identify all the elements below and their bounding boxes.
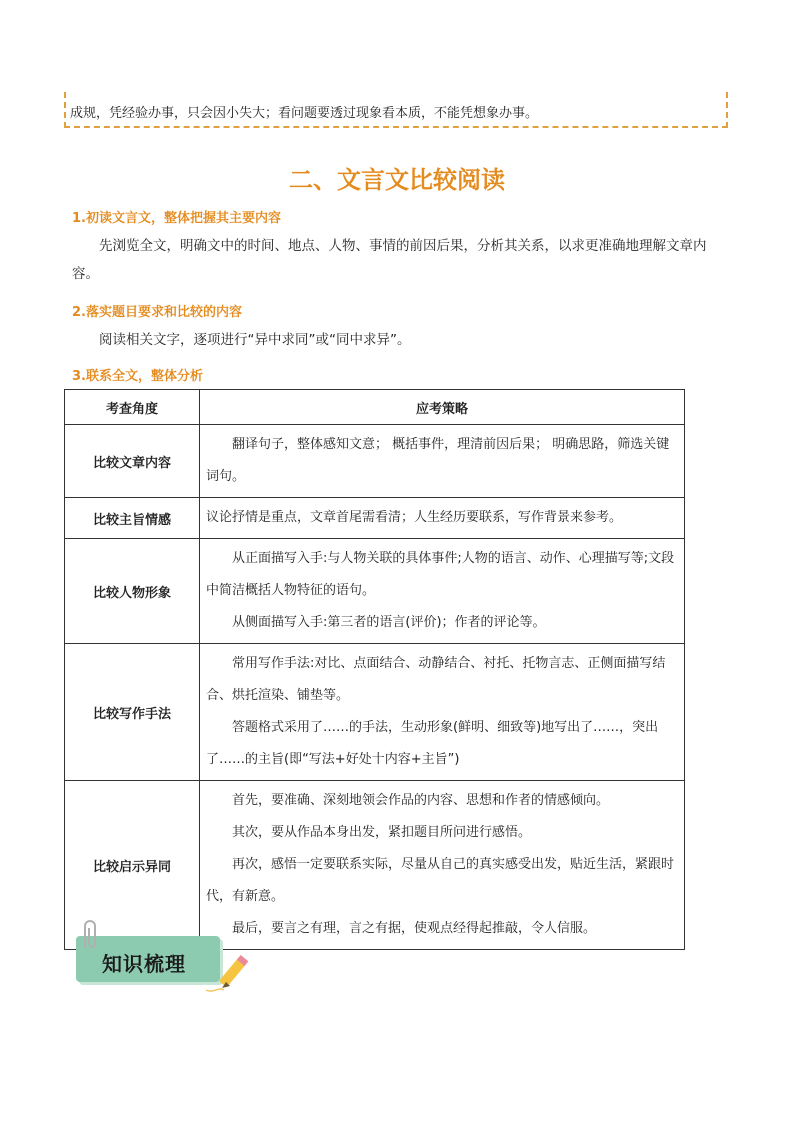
table-header-row — [65, 390, 685, 425]
row-strategy — [200, 781, 685, 950]
strategy-line: 再次，感悟一定要联系实际，尽量从自己的真实感受出发，贴近生活，紧跟时代，有新意。 — [206, 857, 675, 904]
strategy-line: 议论抒情是重点，文章首尾需看清；人生经历要联系，写作背景来参考。 — [206, 510, 623, 525]
strategy-line: 最后，要言之有理，言之有据，使观点经得起推敲，令人信服。 — [232, 921, 597, 936]
step-2-body: 阅读相关文字，逐项进行“异中求同”或“同中求异”。 — [99, 332, 411, 348]
step-1-heading: 1.初读文言文，整体把握其主要内容 — [72, 211, 281, 226]
row-strategy — [200, 498, 685, 539]
row-category: 比较人物形象 — [65, 539, 200, 644]
row-strategy — [200, 539, 685, 644]
tag-label: 知识梳理 — [102, 952, 186, 976]
step-3-heading: 3.联系全文，整体分析 — [72, 369, 203, 384]
row-category: 比较主旨情感 — [65, 498, 200, 539]
row-category: 比较文章内容 — [65, 425, 200, 498]
row-category: 比较启示异同 — [65, 781, 200, 950]
pencil-icon — [204, 950, 260, 996]
table-row — [65, 781, 685, 950]
table-row — [65, 539, 685, 644]
paperclip-icon — [78, 918, 102, 954]
step-1-body: 先浏览全文，明确文中的时间、地点、人物、事情的前因后果，分析其关系，以求更准确地理解文章内容。 — [72, 238, 707, 282]
table-row — [65, 498, 685, 539]
summary-text: 成规，凭经验办事，只会因小失大；看问题要透过现象看本质，不能凭想象办事。 — [70, 106, 539, 121]
strategy-line: 答题格式采用了……的手法，生动形象(鲜明、细致等)地写出了……，突出了……的主旨(即“写法+好处十内容+主旨”) — [206, 720, 659, 767]
strategy-line: 常用写作手法:对比、点面结合、动静结合、衬托、托物言志、正侧面描写结合、烘托渲染、铺垫等。 — [206, 656, 666, 703]
row-category: 比较写作手法 — [65, 644, 200, 781]
section-title: 二、文言文比较阅读 — [289, 166, 505, 194]
row-strategy — [200, 644, 685, 781]
row-strategy — [200, 425, 685, 498]
strategy-table — [64, 389, 685, 950]
header-strategy: 应考策略 — [200, 390, 685, 425]
step-2-heading: 2.落实题目要求和比较的内容 — [72, 305, 242, 320]
strategy-line: 翻译句子，整体感知文意； 概括事件，理清前因后果； 明确思路，筛选关键词句。 — [206, 437, 670, 484]
header-angle: 考查角度 — [65, 390, 200, 425]
strategy-line: 从侧面描写入手:第三者的语言(评价)；作者的评论等。 — [232, 615, 546, 630]
strategy-line: 首先，要准确、深刻地领会作品的内容、思想和作者的情感倾向。 — [232, 793, 610, 808]
table-row — [65, 644, 685, 781]
table-row — [65, 425, 685, 498]
strategy-line: 其次，要从作品本身出发，紧扣题目所问进行感悟。 — [232, 825, 532, 840]
strategy-line: 从正面描写入手:与人物关联的具体事件;人物的语言、动作、心理描写等;文段中简洁概括人物特征的语句。 — [206, 551, 675, 598]
